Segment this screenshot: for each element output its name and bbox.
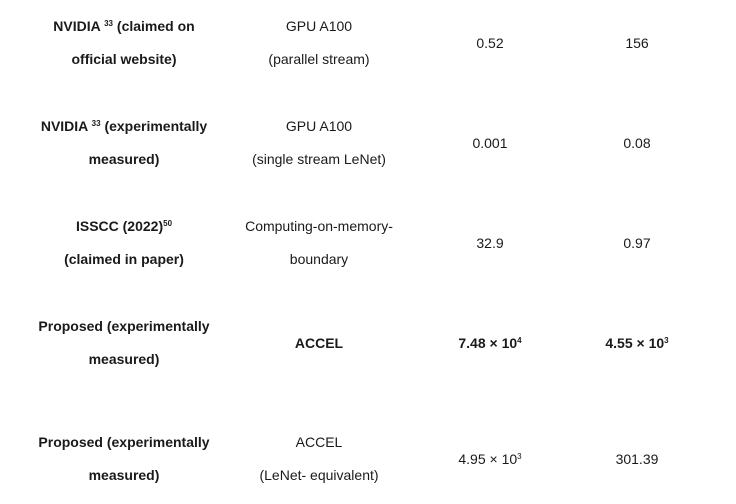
row-2-platform: ISSCC $(2022)^{50}$ (claimed in paper) [64,218,184,267]
row-3-device: ACCEL [294,335,344,351]
row-3-platform: Proposed (experimentally measured) [38,318,210,367]
row-2-device: Computing-on-memory- boundary [245,218,393,267]
row-2-value-1: 32.9 [476,235,504,251]
row-0-platform: NVIDIA $^{33}$ (claimed on official website) [53,18,195,67]
row-4-platform: Proposed (experimentally measured) [38,434,210,483]
row-0-device: GPU A100 (parallel stream) [268,18,370,67]
row-4-value-1: $4.95 \times 10^3$ [458,451,522,467]
row-0-value-2: 156 [625,35,649,51]
row-1-device: GPU A100 (single stream LeNet) [252,118,386,167]
row-1-value-1: 0.001 [472,135,508,151]
row-3-value-1: $7.48 \times 10^4$ [458,335,522,351]
row-1-platform: NVIDIA $^{33}$ (experimentally measured) [40,118,208,167]
row-1-value-2: 0.08 [623,135,651,151]
row-4-device: ACCEL (LeNet- equivalent) [259,434,379,483]
row-2-value-2: 0.97 [623,235,651,251]
row-4-value-2: 301.39 [615,451,659,467]
row-0-value-1: 0.52 [476,35,504,51]
row-3-value-2: $4.55 \times 10^3$ [605,335,669,351]
